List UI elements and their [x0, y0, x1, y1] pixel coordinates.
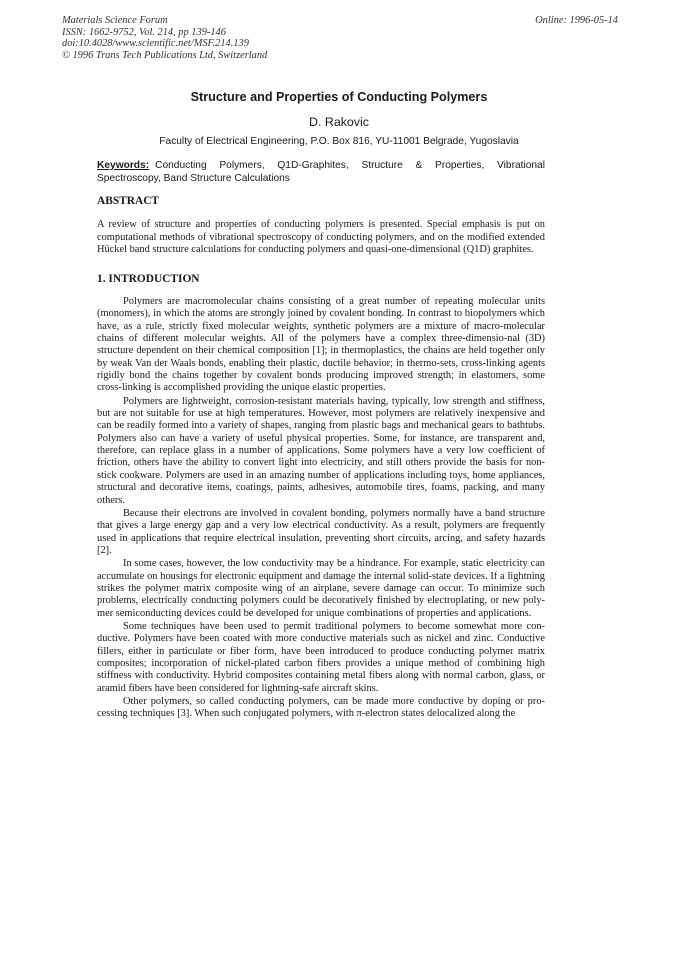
online-date: Online: 1996-05-14 [535, 15, 618, 26]
abstract-heading: ABSTRACT [97, 195, 160, 207]
author-affiliation: Faculty of Electrical Engineering, P.O. Box 816, YU-11001 Belgrade, Yugoslavia [159, 136, 519, 147]
intro-paragraph-3: Because their electrons are involved in covalent bonding, polymers normally have a band structure that gives a large energy gap and a very low electrical conductivity. As a result, polymers are frequently used in applications that require electrical insulation, preventing short circuits, arcing, and safety hazards [2]. [97, 507, 545, 556]
intro-paragraph-6: Other polymers, so called conducting polymers, can be made more conductive by doping or pro-cessing techniques [3]. When such conjugated polymers, with π-electron states delocalized along the [97, 696, 545, 720]
intro-paragraph-4: In some cases, however, the low conductivity may be a hindrance. For example, static electricity can accumulate on housings for electronic equipment and damage the internal solid-state devices. If a lightning strikes the polymer matrix composite wing of an airplane, severe damage can occur. To minimize such problems, electrically conducting polymers could be decoratively finished by electroplating, or new poly-mer semiconducting devices could be developed for unique combinations of properties and applications. [97, 558, 545, 619]
introduction-body [97, 296, 545, 766]
journal-copyright: © 1996 Trans Tech Publications Ltd, Switzerland [62, 49, 268, 61]
journal-doi: doi:10.4028/www.scientific.net/MSF.214.139 [62, 38, 249, 50]
paper-author: D. Rakovic [309, 115, 369, 129]
abstract-text: A review of structure and properties of conducting polymers is presented. Special emphasis is put on computational methods of vibrational spectroscopy of conducting polymers, and on the modified extended Hückel band structure calculations for conducting polymers and quasi-one-dimensional (Q1D) graphites. [97, 219, 545, 256]
journal-issn: ISSN: 1662-9752, Vol. 214, pp 139-146 [62, 26, 226, 38]
intro-paragraph-2: Polymers are lightweight, corrosion-resistant materials having, typically, low strength and stiffness, but are not suitable for use at high temperatures. However, most polymers are relatively inexpensive and can be readily formed into a variety of shapes, ranging from plastic bags and mechanical gears to bathtubs. Polymers also can have a variety of useful physical properties. Some, for instance, are transparent and, therefore, can replace glass in a number of applications. Some polymers have a very low coefficient of friction, others have the ability to convert light into electricity, and still others provide the basis for non-stick cookware. Polymers are used in an amazing number of applications including toys, home appliances, structural and decorative items, coatings, paints, adhesives, automobile tires, foams, packing, and many others. [97, 395, 545, 506]
intro-paragraph-1: Polymers are macromolecular chains consisting of a great number of repeating molecular units (monomers), in which the atoms are strongly joined by covalent bonding. In contrast to biopolymers which have, as a rule, strictly fixed molecular weights, synthetic polymers are a mixture of macro-molecular chains of different molecular weights. All of the polymers have a complex three-dimensio-nal (3D) structure dependent on their chemical composition [1]; in thermoplastics, the chains are held together only by weak Van der Waals bonds, enabling their plastic, ductile behavior; in thermo-sets, cross-linking agents rigidly bond the chains together by covalent bonds producing improved strength; in elastomers, some cross-linking is accomplished providing the unique elastic properties. [97, 296, 545, 394]
intro-paragraph-5: Some techniques have been used to permit traditional polymers to become somewhat more con-ductive. Polymers have been coated with more conductive materials such as nickel and zinc. Conductive fillers, either in particulate or fiber form, have been introduced to produce conducting polymer matrix composites; incorporation of nickel-plated carbon fibers provides a unique method of combining high stiffness with conductivity. Hybrid composites containing metal fibers along with normal carbon, glass, or aramid fibers have been considered for lightning-safe aircraft skins. [97, 620, 545, 694]
keywords-label: Keywords: [97, 160, 150, 171]
journal-name: Materials Science Forum [62, 15, 168, 26]
keywords [97, 160, 545, 185]
paper-title: Structure and Properties of Conducting Polymers [190, 90, 488, 104]
introduction-heading: 1. INTRODUCTION [97, 273, 200, 285]
journal-masthead [62, 15, 618, 61]
keywords-text: Conducting Polymers, Q1D-Graphites, Structure & Properties, Vibrational Spectroscopy, Band Structure Calculations [97, 160, 545, 184]
